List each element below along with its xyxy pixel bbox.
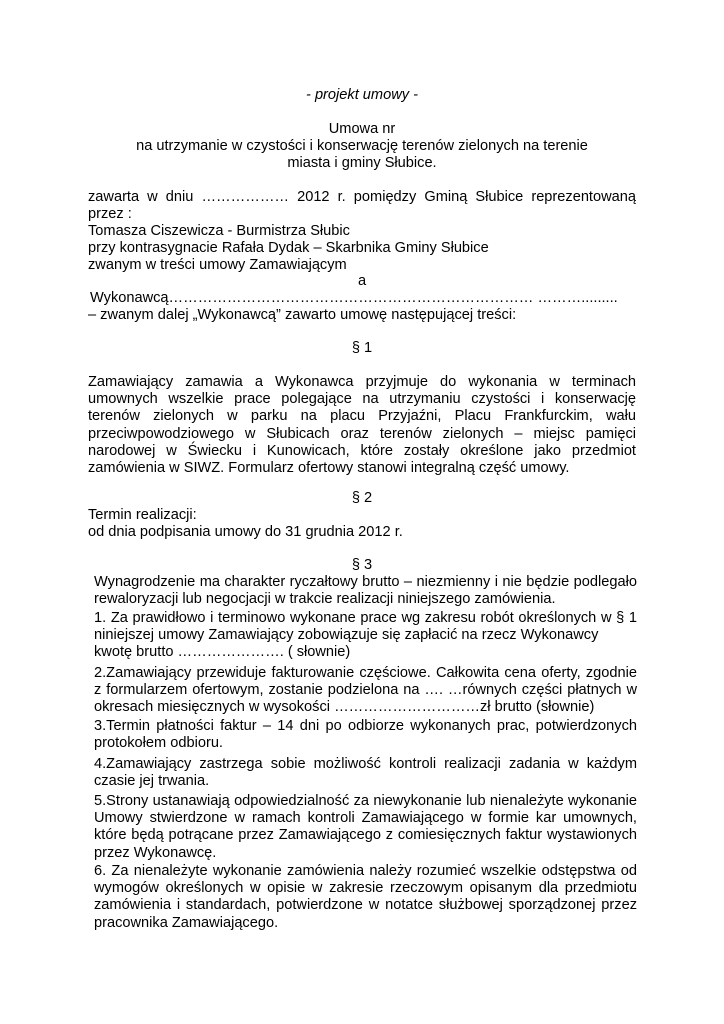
section-2-line-1: Termin realizacji: xyxy=(88,507,197,523)
intro-line-1: zawarta w dniu ……………… 2012 r. pomiędzy Gminą Słubice reprezentowaną xyxy=(88,189,636,205)
intro-line-4: przy kontrasygnacie Rafała Dydak – Skarbnika Gminy Słubice xyxy=(88,240,489,256)
paragraph-line: zamówienia i standardach, potwierdzone w notatce służbowej sporządzonej przez xyxy=(94,897,637,914)
section-2-line-2: od dnia podpisania umowy do 31 grudnia 2012 r. xyxy=(88,524,403,540)
paragraph-line: rewaloryzacji lub negocjacji w trakcie realizacji niniejszego zamówienia. xyxy=(94,591,556,608)
paragraph-line: które będą potrącane przez Zamawiającego z comiesięcznych faktur wystawionych xyxy=(94,827,637,844)
paragraph-line: z formularzem ofertowym, zostanie podzielona na …. …równych części płatnych w xyxy=(94,682,637,699)
paragraph-line: wymogów określonych w opisie w zakresie rzeczowym opisanym dla przedmiotu xyxy=(94,880,637,897)
contractor-line: Wykonawcą………………………………………………………………… ………......... xyxy=(90,290,618,306)
section-3-paragraph xyxy=(94,610,637,662)
document-subtitle-line-1: na utrzymanie w czystości i konserwację terenów zielonych na terenie xyxy=(136,138,588,154)
paragraph-line: 5.Strony ustanawiają odpowiedzialność za niewykonanie lub nienależyte wykonanie xyxy=(94,793,637,809)
section-3-paragraph xyxy=(94,718,637,752)
paragraph-line: Wynagrodzenie ma charakter ryczałtowy brutto – niezmienny i nie będzie podlegało xyxy=(94,574,637,590)
paragraph-line: 6. Za nienależyte wykonanie zamówienia należy rozumieć wszelkie odstępstwa od xyxy=(94,863,637,879)
section-1-body xyxy=(88,374,636,477)
document-subtitle-line-2: miasta i gminy Słubice. xyxy=(287,155,437,171)
section-3-paragraph xyxy=(94,793,637,862)
paragraph-line: 1. Za prawidłowo i terminowo wykonane prace wg zakresu robót określonych w § 1 xyxy=(94,610,637,626)
paragraph-line: czasie jej trwania. xyxy=(94,773,210,790)
section-3-paragraph xyxy=(94,574,637,608)
project-label: - projekt umowy - xyxy=(306,87,418,103)
paragraph-line: 2.Zamawiający przewiduje fakturowanie częściowe. Całkowita cena oferty, zgodnie xyxy=(94,665,637,681)
paragraph-line: protokołem odbioru. xyxy=(94,735,223,752)
paragraph-line: niniejszej umowy Zamawiający zobowiązuje się zapłacić na rzecz Wykonawcy xyxy=(94,627,599,644)
section-1-line: umownych wszelkie prace polegające na utrzymaniu czystości i konserwację xyxy=(88,391,636,408)
intro-line-2: przez : xyxy=(88,206,132,222)
paragraph-line: 4.Zamawiający zastrzega sobie możliwość kontroli realizacji zadania w każdym xyxy=(94,756,637,772)
paragraph-line: Umowy stwierdzone w ramach kontroli Zamawiającego w formie kar umownych, xyxy=(94,810,637,827)
paragraph-line: przez Wykonawcę. xyxy=(94,844,217,861)
section-2-heading: § 2 xyxy=(351,490,373,506)
paragraph-line: pracownika Zamawiającego. xyxy=(94,914,279,931)
section-1-line: Zamawiający zamawia a Wykonawca przyjmuje do wykonania w terminach xyxy=(88,374,636,390)
intro-line-3: Tomasza Ciszewicza - Burmistrza Słubic xyxy=(88,223,350,239)
paragraph-line: okresach miesięcznych w wysokości …………………………zł brutto (słownie) xyxy=(94,699,595,716)
section-3-heading: § 3 xyxy=(351,557,373,573)
paragraph-line: 3.Termin płatności faktur – 14 dni po odbiorze wykonanych prac, potwierdzonych xyxy=(94,718,637,734)
section-3-paragraph xyxy=(94,756,637,790)
section-1-line: przeciwpowodziowego w Słubicach oraz terenów zielonych – miejsc pamięci xyxy=(88,425,636,442)
paragraph-line: kwotę brutto …………………. ( słownie) xyxy=(94,644,351,661)
document-title: Umowa nr xyxy=(328,121,396,137)
section-1-line: zamówienia w SIWZ. Formularz ofertowy stanowi integralną część umowy. xyxy=(88,460,570,477)
section-1-line: narodowej w Świecku i Kunowicach, które zostały określone jako przedmiot xyxy=(88,442,636,459)
section-1-line: terenów zielonych w parku na placu Przyjaźni, Placu Frankfurckim, wału xyxy=(88,408,636,425)
section-3-paragraph xyxy=(94,863,637,932)
section-1-heading: § 1 xyxy=(351,340,373,356)
section-3-paragraph xyxy=(94,665,637,717)
intro-line-5: zwanym w treści umowy Zamawiającym xyxy=(88,257,347,273)
contractor-definition: – zwanym dalej „Wykonawcą” zawarto umowę następującej treści: xyxy=(88,307,517,323)
conjunction: a xyxy=(357,273,367,289)
